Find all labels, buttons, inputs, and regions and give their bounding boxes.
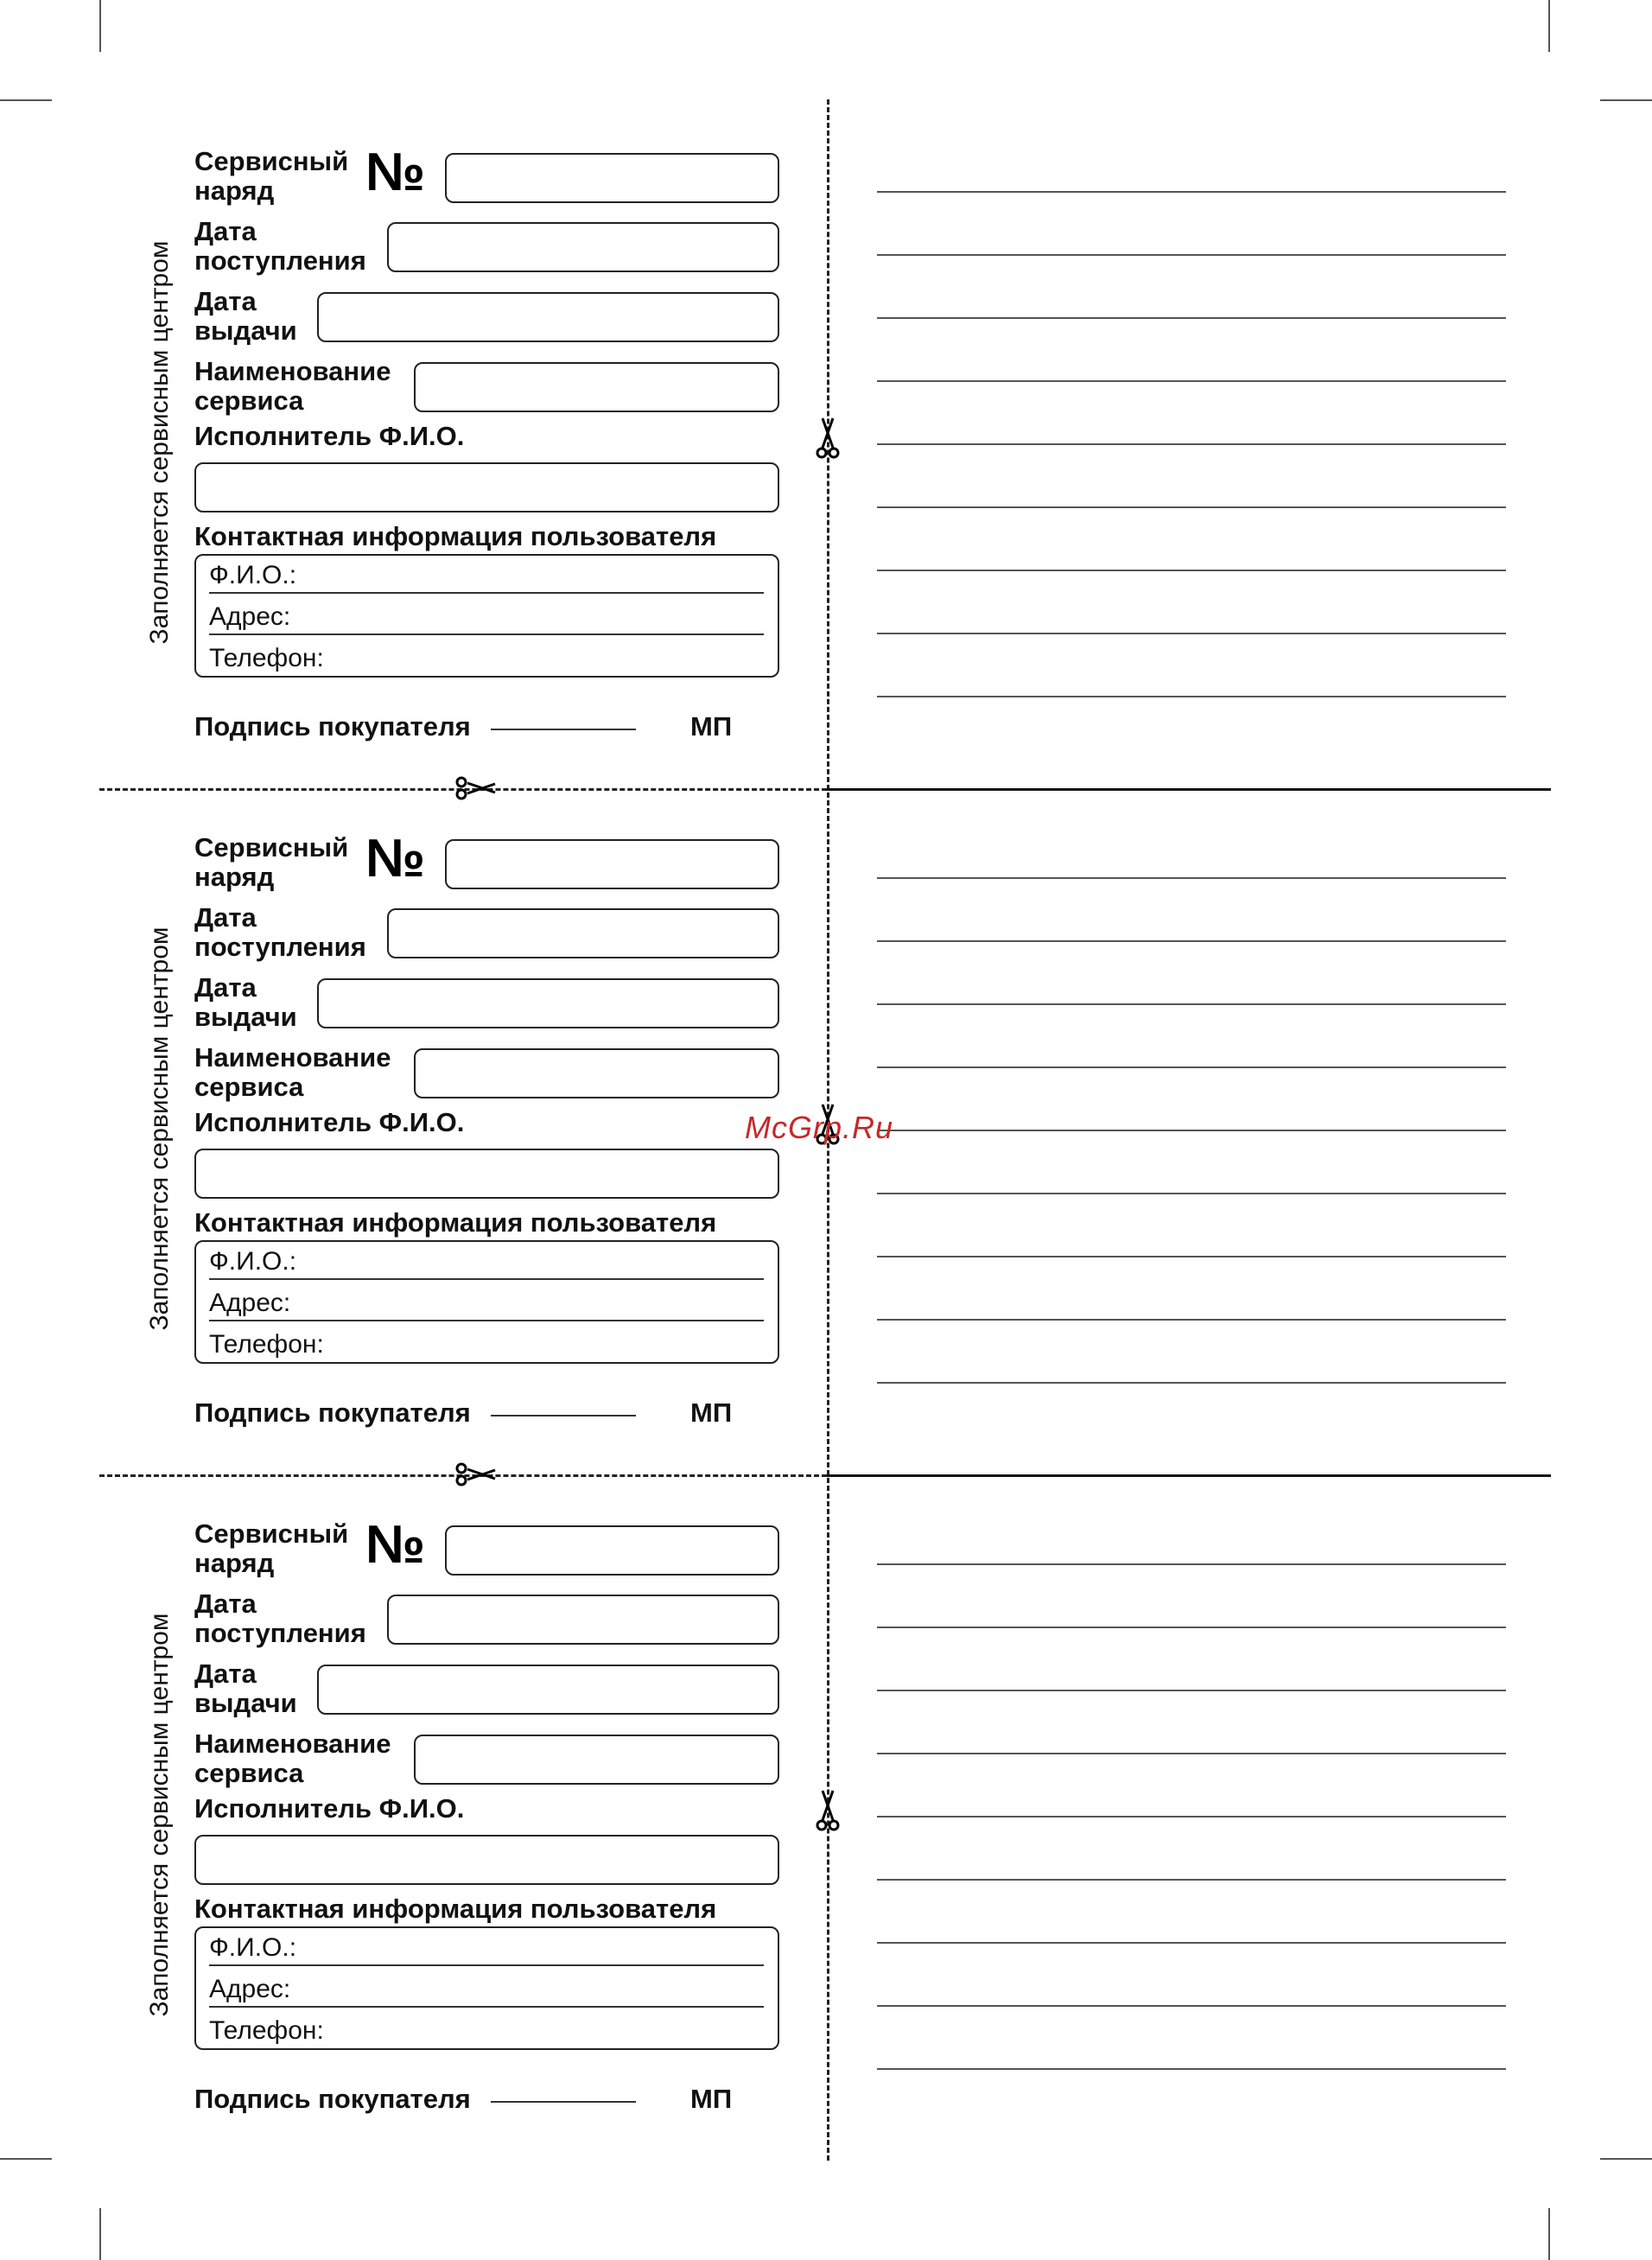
service-coupon-1 (0, 143, 1652, 829)
issue-date-label: Дата выдачи (194, 972, 297, 1032)
issue-date-field[interactable] (317, 1665, 779, 1715)
number-sign: № (365, 1515, 426, 1575)
executor-name-field[interactable] (194, 1835, 779, 1885)
notes-line[interactable] (877, 506, 1506, 508)
scissors-icon (455, 775, 497, 801)
notes-line[interactable] (877, 877, 1506, 879)
notes-line[interactable] (877, 1066, 1506, 1068)
received-date-label: Дата поступления (194, 1588, 366, 1648)
notes-line[interactable] (877, 191, 1506, 193)
filled-by-service-center-label: Заполняется сервисным центром (145, 926, 174, 1331)
notes-line[interactable] (877, 2068, 1506, 2070)
crop-mark-top-left (99, 0, 101, 52)
notes-line[interactable] (877, 317, 1506, 319)
received-date-field[interactable] (387, 1595, 779, 1645)
contact-fio-label: Ф.И.О.: (209, 1247, 297, 1276)
scissors-icon (815, 417, 841, 460)
filled-by-service-center-label: Заполняется сервисным центром (145, 1613, 174, 2017)
notes-line[interactable] (877, 633, 1506, 634)
number-sign: № (365, 143, 426, 202)
customer-signature-label: Подпись покупателя (194, 1397, 471, 1428)
notes-line[interactable] (877, 1690, 1506, 1691)
executor-label: Исполнитель Ф.И.О. (194, 421, 465, 451)
service-name-field[interactable] (414, 1735, 779, 1785)
contact-fio-line[interactable] (209, 1964, 764, 1966)
notes-line[interactable] (877, 1130, 1506, 1131)
service-coupon-2 (0, 829, 1652, 1515)
notes-line[interactable] (877, 1753, 1506, 1754)
stamp-label: МП (690, 1397, 733, 1428)
number-sign: № (365, 829, 426, 888)
contact-info-box (194, 1926, 779, 2050)
contact-phone-label: Телефон: (209, 2016, 324, 2045)
customer-signature-line[interactable] (491, 2101, 636, 2103)
contact-address-label: Адрес: (209, 602, 291, 631)
received-date-label: Дата поступления (194, 902, 366, 962)
contact-info-title: Контактная информация пользователя (194, 1894, 717, 1924)
issue-date-label: Дата выдачи (194, 286, 297, 346)
customer-signature-label: Подпись покупателя (194, 2084, 471, 2114)
service-order-number-field[interactable] (445, 1525, 779, 1576)
contact-address-line[interactable] (209, 633, 764, 635)
scissors-icon (455, 1461, 497, 1487)
notes-line[interactable] (877, 1193, 1506, 1194)
watermark: McGrp.Ru (745, 1110, 894, 1145)
issue-date-field[interactable] (317, 292, 779, 342)
contact-address-line[interactable] (209, 2006, 764, 2008)
service-name-field[interactable] (414, 1048, 779, 1098)
service-order-label: Сервисный наряд (194, 832, 349, 892)
contact-fio-line[interactable] (209, 592, 764, 594)
contact-address-label: Адрес: (209, 1289, 291, 1317)
contact-fio-label: Ф.И.О.: (209, 561, 297, 589)
stamp-label: МП (690, 711, 733, 742)
service-name-label: Наименование сервиса (194, 356, 391, 416)
crop-mark-left-top (0, 99, 52, 101)
contact-phone-label: Телефон: (209, 644, 324, 672)
notes-line[interactable] (877, 1003, 1506, 1005)
contact-info-box (194, 1240, 779, 1364)
notes-line[interactable] (877, 1319, 1506, 1321)
notes-line[interactable] (877, 1816, 1506, 1818)
service-order-label: Сервисный наряд (194, 1518, 349, 1578)
notes-line[interactable] (877, 1382, 1506, 1384)
notes-line[interactable] (877, 1256, 1506, 1257)
contact-address-line[interactable] (209, 1320, 764, 1321)
notes-line[interactable] (877, 2005, 1506, 2007)
received-date-field[interactable] (387, 908, 779, 958)
customer-signature-label: Подпись покупателя (194, 711, 471, 742)
scissors-icon (815, 1789, 841, 1832)
service-order-number-field[interactable] (445, 153, 779, 203)
service-order-number-field[interactable] (445, 839, 779, 889)
contact-fio-label: Ф.И.О.: (209, 1933, 297, 1962)
executor-name-field[interactable] (194, 1149, 779, 1199)
filled-by-service-center-label: Заполняется сервисным центром (145, 240, 174, 645)
crop-mark-bottom-left (99, 2208, 101, 2260)
notes-line[interactable] (877, 940, 1506, 942)
received-date-field[interactable] (387, 222, 779, 272)
executor-label: Исполнитель Ф.И.О. (194, 1793, 465, 1824)
issue-date-label: Дата выдачи (194, 1658, 297, 1718)
contact-info-title: Контактная информация пользователя (194, 1207, 717, 1238)
notes-line[interactable] (877, 380, 1506, 382)
notes-line[interactable] (877, 254, 1506, 256)
customer-signature-line[interactable] (491, 1415, 636, 1416)
notes-line[interactable] (877, 1942, 1506, 1944)
service-name-field[interactable] (414, 362, 779, 412)
contact-address-label: Адрес: (209, 1975, 291, 2003)
customer-signature-line[interactable] (491, 729, 636, 730)
received-date-label: Дата поступления (194, 216, 366, 276)
crop-mark-top-right (1548, 0, 1550, 52)
crop-mark-right-top (1600, 99, 1652, 101)
stamp-label: МП (690, 2084, 733, 2114)
contact-info-title: Контактная информация пользователя (194, 521, 717, 551)
service-name-label: Наименование сервиса (194, 1728, 391, 1788)
contact-info-box (194, 554, 779, 678)
issue-date-field[interactable] (317, 978, 779, 1028)
executor-label: Исполнитель Ф.И.О. (194, 1107, 465, 1137)
executor-name-field[interactable] (194, 462, 779, 512)
notes-line[interactable] (877, 570, 1506, 571)
notes-line[interactable] (877, 696, 1506, 697)
service-order-label: Сервисный наряд (194, 146, 349, 206)
notes-line[interactable] (877, 443, 1506, 445)
notes-line[interactable] (877, 1563, 1506, 1565)
service-coupon-3 (0, 1515, 1652, 2201)
crop-mark-bottom-right (1548, 2208, 1550, 2260)
notes-line[interactable] (877, 1879, 1506, 1881)
service-name-label: Наименование сервиса (194, 1042, 391, 1102)
notes-line[interactable] (877, 1627, 1506, 1628)
contact-fio-line[interactable] (209, 1278, 764, 1280)
contact-phone-label: Телефон: (209, 1330, 324, 1359)
